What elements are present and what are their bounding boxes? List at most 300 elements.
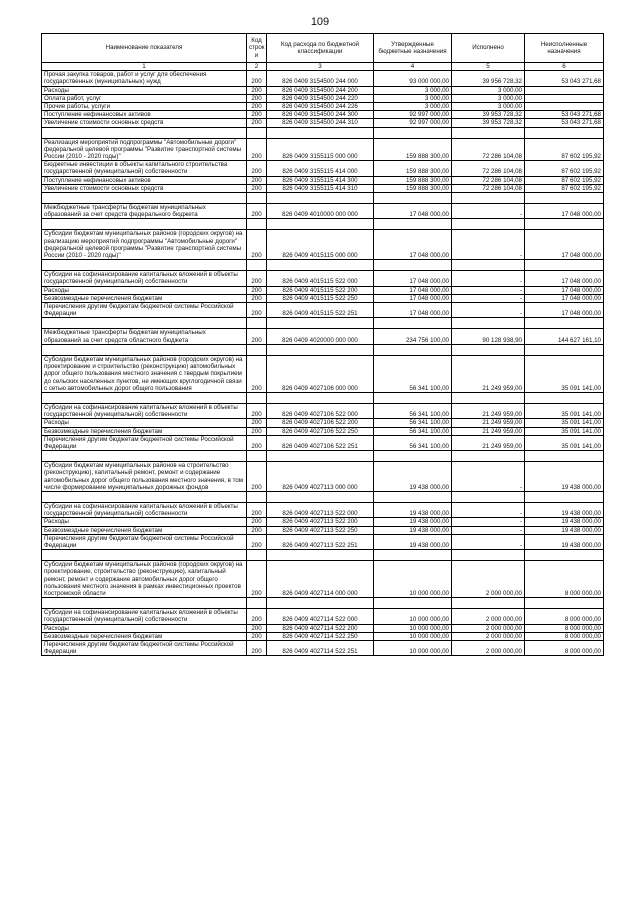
spacer-cell	[525, 344, 604, 355]
row-approved: 93 000 000,00	[374, 71, 452, 86]
col-number: 3	[267, 63, 374, 71]
spacer-cell	[374, 598, 452, 609]
row-name: Расходы	[42, 419, 247, 427]
table-row	[42, 435, 604, 450]
row-name: Увеличение стоимости основных средств	[42, 119, 247, 127]
spacer-cell	[525, 127, 604, 138]
spacer-row	[42, 491, 604, 502]
row-approved: 17 048 000,00	[374, 294, 452, 302]
header-row	[42, 34, 604, 63]
spacer-cell	[267, 392, 374, 403]
row-name: Расходы	[42, 518, 247, 526]
spacer-cell	[267, 260, 374, 271]
spacer-cell	[247, 491, 267, 502]
col-number: 2	[247, 63, 267, 71]
spacer-cell	[247, 344, 267, 355]
table-row	[42, 103, 604, 111]
row-executed: 2 000 000,00	[452, 609, 525, 624]
row-unexecuted: 8 000 000,00	[525, 624, 604, 632]
spacer-cell	[452, 392, 525, 403]
row-line-code: 200	[247, 435, 267, 450]
row-expense-code: 826 0409 4027114 522 251	[267, 640, 374, 655]
spacer-row	[42, 127, 604, 138]
row-expense-code: 826 0409 4027114 522 200	[267, 624, 374, 632]
row-name: Межбюджетные трансферты бюджетам муниципальных образований за счет средств областного бюджета	[42, 329, 247, 344]
row-executed: 39 953 728,32	[452, 111, 525, 119]
row-line-code: 200	[247, 355, 267, 392]
col-number: 4	[374, 63, 452, 71]
spacer-cell	[525, 193, 604, 204]
spacer-cell	[247, 219, 267, 230]
row-executed: 90 128 938,90	[452, 329, 525, 344]
spacer-cell	[374, 392, 452, 403]
row-line-code: 200	[247, 609, 267, 624]
spacer-cell	[247, 260, 267, 271]
row-approved: 3 000,00	[374, 86, 452, 94]
row-line-code: 200	[247, 86, 267, 94]
spacer-cell	[247, 451, 267, 462]
table-row	[42, 329, 604, 344]
spacer-cell	[374, 318, 452, 329]
row-approved: 17 048 000,00	[374, 204, 452, 219]
row-line-code: 200	[247, 184, 267, 192]
spacer-cell	[42, 598, 247, 609]
row-approved: 159 888 300,00	[374, 176, 452, 184]
row-executed: 39 953 728,32	[452, 119, 525, 127]
row-expense-code: 826 0409 3154500 244 310	[267, 119, 374, 127]
row-expense-code: 826 0409 4027106 522 200	[267, 419, 374, 427]
spacer-cell	[42, 344, 247, 355]
row-expense-code: 826 0409 3154500 244 226	[267, 103, 374, 111]
spacer-cell	[247, 598, 267, 609]
row-executed: -	[452, 518, 525, 526]
row-line-code: 200	[247, 303, 267, 318]
row-line-code: 200	[247, 176, 267, 184]
row-expense-code: 826 0409 4027113 522 200	[267, 518, 374, 526]
spacer-cell	[247, 193, 267, 204]
spacer-cell	[267, 491, 374, 502]
row-approved: 56 341 100,00	[374, 419, 452, 427]
row-expense-code: 826 0409 4027106 522 250	[267, 427, 374, 435]
row-executed: 3 000,00	[452, 103, 525, 111]
table-row	[42, 518, 604, 526]
row-approved: 10 000 000,00	[374, 632, 452, 640]
row-executed: 2 000 000,00	[452, 624, 525, 632]
table-row	[42, 462, 604, 492]
spacer-cell	[42, 491, 247, 502]
row-unexecuted: 17 048 000,00	[525, 271, 604, 286]
row-executed: 72 286 104,08	[452, 161, 525, 176]
row-expense-code: 826 0409 4027114 000 000	[267, 561, 374, 598]
row-line-code: 200	[247, 294, 267, 302]
table-row	[42, 86, 604, 94]
spacer-cell	[452, 451, 525, 462]
row-approved: 19 438 000,00	[374, 534, 452, 549]
spacer-cell	[247, 550, 267, 561]
row-expense-code: 826 0409 4015115 522 251	[267, 303, 374, 318]
spacer-cell	[374, 451, 452, 462]
row-line-code: 200	[247, 103, 267, 111]
row-executed: 72 286 104,08	[452, 184, 525, 192]
header-unexecuted: Неисполненные назначения	[525, 34, 604, 63]
row-unexecuted	[525, 94, 604, 102]
row-unexecuted: 53 043 271,68	[525, 111, 604, 119]
row-expense-code: 826 0409 4015115 522 200	[267, 286, 374, 294]
spacer-cell	[42, 260, 247, 271]
spacer-cell	[267, 219, 374, 230]
row-name: Перечисления другим бюджетам бюджетной системы Российской Федерации	[42, 435, 247, 450]
table-row	[42, 184, 604, 192]
row-expense-code: 826 0409 4027106 522 251	[267, 435, 374, 450]
spacer-cell	[374, 491, 452, 502]
row-approved: 3 000,00	[374, 94, 452, 102]
row-approved: 10 000 000,00	[374, 561, 452, 598]
row-approved: 17 048 000,00	[374, 286, 452, 294]
table-row	[42, 294, 604, 302]
row-approved: 159 888 300,00	[374, 184, 452, 192]
row-executed: 21 249 959,00	[452, 435, 525, 450]
row-unexecuted: 17 048 000,00	[525, 294, 604, 302]
table-row	[42, 204, 604, 219]
row-name: Перечисления другим бюджетам бюджетной системы Российской Федерации	[42, 640, 247, 655]
row-executed: 21 249 959,00	[452, 419, 525, 427]
table-row	[42, 111, 604, 119]
row-approved: 19 438 000,00	[374, 462, 452, 492]
row-name: Безвозмездные перечисления бюджетам	[42, 294, 247, 302]
row-line-code: 200	[247, 624, 267, 632]
spacer-cell	[267, 550, 374, 561]
spacer-cell	[42, 127, 247, 138]
table-row	[42, 286, 604, 294]
row-name: Межбюджетные трансферты бюджетам муниципальных образований за счет средств федерального бюджета	[42, 204, 247, 219]
spacer-cell	[42, 451, 247, 462]
row-approved: 3 000,00	[374, 103, 452, 111]
row-name: Безвозмездные перечисления бюджетам	[42, 427, 247, 435]
table-row	[42, 161, 604, 176]
row-line-code: 200	[247, 561, 267, 598]
spacer-cell	[374, 550, 452, 561]
row-expense-code: 826 0409 4015115 000 000	[267, 230, 374, 260]
row-name: Поступление нефинансовых активов	[42, 111, 247, 119]
row-expense-code: 826 0409 4027113 000 000	[267, 462, 374, 492]
row-executed: -	[452, 502, 525, 517]
row-name: Субсидии на софинансирование капитальных вложений в объекты государственной (муниципальной) собственности	[42, 271, 247, 286]
spacer-cell	[452, 491, 525, 502]
row-unexecuted: 144 627 161,10	[525, 329, 604, 344]
spacer-row	[42, 550, 604, 561]
row-name: Бюджетные инвестиции в объекты капитального строительства государственной (муниципальной) собственности	[42, 161, 247, 176]
row-expense-code: 826 0409 3154500 244 000	[267, 71, 374, 86]
table-row	[42, 632, 604, 640]
row-executed: -	[452, 204, 525, 219]
table-row	[42, 640, 604, 655]
col-number: 1	[42, 63, 247, 71]
row-approved: 92 997 000,00	[374, 119, 452, 127]
row-name: Перечисления другим бюджетам бюджетной системы Российской Федерации	[42, 534, 247, 549]
spacer-row	[42, 344, 604, 355]
header-expense-code: Код расхода по бюджетной классификации	[267, 34, 374, 63]
row-line-code: 200	[247, 204, 267, 219]
spacer-cell	[42, 392, 247, 403]
row-unexecuted: 87 602 195,92	[525, 161, 604, 176]
row-approved: 10 000 000,00	[374, 609, 452, 624]
row-line-code: 200	[247, 71, 267, 86]
row-line-code: 200	[247, 111, 267, 119]
row-unexecuted	[525, 86, 604, 94]
row-unexecuted: 8 000 000,00	[525, 640, 604, 655]
table-row	[42, 71, 604, 86]
row-approved: 92 997 000,00	[374, 111, 452, 119]
row-line-code: 200	[247, 403, 267, 418]
row-unexecuted: 19 438 000,00	[525, 502, 604, 517]
row-name: Субсидии бюджетам муниципальных районов (городских округов) на реализацию мероприятий подпрограммы "Автомобильные дороги" федеральной целевой программы "Развитие транспортной системы России (2010 - 2020 годы)"	[42, 230, 247, 260]
row-expense-code: 826 0409 4027113 522 250	[267, 526, 374, 534]
row-line-code: 200	[247, 138, 267, 161]
spacer-cell	[452, 344, 525, 355]
spacer-row	[42, 392, 604, 403]
row-executed: 2 000 000,00	[452, 561, 525, 598]
spacer-cell	[267, 451, 374, 462]
row-line-code: 200	[247, 632, 267, 640]
row-unexecuted: 35 091 141,00	[525, 435, 604, 450]
spacer-cell	[42, 193, 247, 204]
row-name: Прочая закупка товаров, работ и услуг для обеспечения государственных (муниципальных) нужд	[42, 71, 247, 86]
row-approved: 17 048 000,00	[374, 230, 452, 260]
row-expense-code: 826 0409 3154500 244 200	[267, 86, 374, 94]
row-line-code: 200	[247, 94, 267, 102]
table-row	[42, 230, 604, 260]
spacer-row	[42, 318, 604, 329]
row-unexecuted: 35 091 141,00	[525, 419, 604, 427]
row-approved: 56 341 100,00	[374, 355, 452, 392]
row-line-code: 200	[247, 161, 267, 176]
spacer-cell	[525, 219, 604, 230]
header-approved: Утвержденные бюджетные назначения	[374, 34, 452, 63]
row-approved: 10 000 000,00	[374, 640, 452, 655]
spacer-cell	[374, 193, 452, 204]
spacer-cell	[42, 219, 247, 230]
spacer-cell	[247, 392, 267, 403]
row-executed: -	[452, 534, 525, 549]
spacer-cell	[267, 318, 374, 329]
row-approved: 19 438 000,00	[374, 518, 452, 526]
row-line-code: 200	[247, 119, 267, 127]
row-expense-code: 826 0409 3155115 414 000	[267, 161, 374, 176]
header-executed: Исполнено	[452, 34, 525, 63]
row-name: Субсидии бюджетам муниципальных районов на строительство (реконструкцию), капитальный ремонт, ремонт и содержание автомобильных дорог общего пользования местного значения, в том числе формирование муниципальных дорожных фондов	[42, 462, 247, 492]
header-name: Наименование показателя	[42, 34, 247, 63]
row-expense-code: 826 0409 4027114 522 250	[267, 632, 374, 640]
row-approved: 234 756 100,00	[374, 329, 452, 344]
row-expense-code: 826 0409 4015115 522 000	[267, 271, 374, 286]
row-unexecuted: 53 043 271,68	[525, 71, 604, 86]
spacer-cell	[374, 344, 452, 355]
spacer-cell	[42, 550, 247, 561]
column-number-row	[42, 63, 604, 71]
row-executed: 2 000 000,00	[452, 632, 525, 640]
row-unexecuted: 19 438 000,00	[525, 526, 604, 534]
row-name: Безвозмездные перечисления бюджетам	[42, 632, 247, 640]
row-executed: 3 000,00	[452, 94, 525, 102]
row-unexecuted: 35 091 141,00	[525, 403, 604, 418]
spacer-cell	[247, 318, 267, 329]
row-line-code: 200	[247, 502, 267, 517]
row-line-code: 200	[247, 640, 267, 655]
row-name: Субсидии бюджетам муниципальных районов (городских округов) на проектирование, строительство (реконструкцию), капитальный ремонт, ремонт и содержание автомобильных дорог общего пользования местного значения в рамках инвестиционных проектов Костромской области	[42, 561, 247, 598]
row-name: Оплата работ, услуг	[42, 94, 247, 102]
row-line-code: 200	[247, 419, 267, 427]
spacer-cell	[374, 260, 452, 271]
spacer-cell	[452, 598, 525, 609]
row-unexecuted: 87 602 195,92	[525, 184, 604, 192]
row-expense-code: 826 0409 3155115 000 000	[267, 138, 374, 161]
row-unexecuted: 19 438 000,00	[525, 518, 604, 526]
spacer-cell	[525, 260, 604, 271]
table-row	[42, 303, 604, 318]
col-number: 6	[525, 63, 604, 71]
spacer-cell	[267, 598, 374, 609]
row-approved: 17 048 000,00	[374, 271, 452, 286]
row-executed: 21 249 959,00	[452, 403, 525, 418]
spacer-cell	[452, 193, 525, 204]
row-executed: -	[452, 462, 525, 492]
spacer-cell	[42, 318, 247, 329]
row-unexecuted: 8 000 000,00	[525, 609, 604, 624]
row-expense-code: 826 0409 3155115 414 300	[267, 176, 374, 184]
row-unexecuted: 35 091 141,00	[525, 355, 604, 392]
row-line-code: 200	[247, 271, 267, 286]
table-row	[42, 502, 604, 517]
row-name: Субсидии на софинансирование капитальных вложений в объекты государственной (муниципальной) собственности	[42, 403, 247, 418]
spacer-row	[42, 598, 604, 609]
row-expense-code: 826 0409 4027106 522 000	[267, 403, 374, 418]
row-unexecuted: 8 000 000,00	[525, 632, 604, 640]
spacer-cell	[452, 318, 525, 329]
row-unexecuted: 17 048 000,00	[525, 204, 604, 219]
row-unexecuted: 19 438 000,00	[525, 534, 604, 549]
row-unexecuted: 87 602 195,92	[525, 138, 604, 161]
row-line-code: 200	[247, 427, 267, 435]
row-expense-code: 826 0409 4027106 000 000	[267, 355, 374, 392]
row-name: Расходы	[42, 624, 247, 632]
row-line-code: 200	[247, 329, 267, 344]
row-expense-code: 826 0409 4027113 522 251	[267, 534, 374, 549]
row-approved: 19 438 000,00	[374, 502, 452, 517]
row-line-code: 200	[247, 534, 267, 549]
row-unexecuted: 17 048 000,00	[525, 230, 604, 260]
row-approved: 56 341 100,00	[374, 403, 452, 418]
spacer-row	[42, 451, 604, 462]
row-unexecuted	[525, 103, 604, 111]
budget-table	[41, 33, 604, 656]
row-executed: 21 249 959,00	[452, 355, 525, 392]
spacer-row	[42, 260, 604, 271]
row-unexecuted: 8 000 000,00	[525, 561, 604, 598]
row-name: Безвозмездные перечисления бюджетам	[42, 526, 247, 534]
spacer-row	[42, 193, 604, 204]
row-name: Субсидии бюджетам муниципальных районов (городских округов) на проектирование и строительство (реконструкцию) автомобильных дорог общего пользования местного значения с твердым покрытием до сельских населенных пунктов, не имеющих круглогодичной связи с сетью автомобильных дорог общего пользования	[42, 355, 247, 392]
spacer-cell	[525, 598, 604, 609]
spacer-cell	[525, 318, 604, 329]
spacer-cell	[525, 550, 604, 561]
table-row	[42, 271, 604, 286]
row-name: Субсидии на софинансирование капитальных вложений в объекты государственной (муниципальной) собственности	[42, 609, 247, 624]
row-executed: -	[452, 526, 525, 534]
row-expense-code: 826 0409 4015115 522 250	[267, 294, 374, 302]
row-name: Реализация мероприятий подпрограммы "Автомобильные дороги" федеральной целевой программы "Развитие транспортной системы России (2010 - 2020 годы)"	[42, 138, 247, 161]
spacer-cell	[267, 193, 374, 204]
table-row	[42, 176, 604, 184]
spacer-cell	[525, 392, 604, 403]
row-expense-code: 826 0409 4020000 000 000	[267, 329, 374, 344]
table-row	[42, 609, 604, 624]
row-line-code: 200	[247, 462, 267, 492]
row-name: Перечисления другим бюджетам бюджетной системы Российской Федерации	[42, 303, 247, 318]
table-row	[42, 138, 604, 161]
spacer-cell	[452, 260, 525, 271]
row-name: Субсидии на софинансирование капитальных вложений в объекты государственной (муниципальной) собственности	[42, 502, 247, 517]
row-executed: -	[452, 303, 525, 318]
row-name: Расходы	[42, 286, 247, 294]
spacer-cell	[452, 127, 525, 138]
row-executed: 21 249 959,00	[452, 427, 525, 435]
row-expense-code: 826 0409 3155115 414 310	[267, 184, 374, 192]
spacer-cell	[374, 219, 452, 230]
row-executed: 2 000 000,00	[452, 640, 525, 655]
row-executed: 39 956 728,32	[452, 71, 525, 86]
spacer-cell	[374, 127, 452, 138]
row-approved: 17 048 000,00	[374, 303, 452, 318]
row-approved: 10 000 000,00	[374, 624, 452, 632]
spacer-cell	[452, 219, 525, 230]
col-number: 5	[452, 63, 525, 71]
row-name: Увеличение стоимости основных средств	[42, 184, 247, 192]
row-executed: -	[452, 294, 525, 302]
table-row	[42, 419, 604, 427]
spacer-row	[42, 219, 604, 230]
row-expense-code: 826 0409 4010000 000 000	[267, 204, 374, 219]
row-name: Поступление нефинансовых активов	[42, 176, 247, 184]
row-unexecuted: 17 048 000,00	[525, 286, 604, 294]
row-executed: -	[452, 271, 525, 286]
spacer-cell	[267, 344, 374, 355]
table-row	[42, 119, 604, 127]
spacer-cell	[452, 550, 525, 561]
row-expense-code: 826 0409 3154500 244 220	[267, 94, 374, 102]
row-executed: -	[452, 286, 525, 294]
row-expense-code: 826 0409 4027114 522 000	[267, 609, 374, 624]
row-name: Прочие работы, услуги	[42, 103, 247, 111]
spacer-cell	[525, 491, 604, 502]
table-row	[42, 94, 604, 102]
spacer-cell	[267, 127, 374, 138]
row-line-code: 200	[247, 230, 267, 260]
row-line-code: 200	[247, 518, 267, 526]
row-executed: 72 286 104,08	[452, 176, 525, 184]
row-approved: 159 888 300,00	[374, 161, 452, 176]
row-line-code: 200	[247, 526, 267, 534]
row-approved: 56 341 100,00	[374, 435, 452, 450]
table-row	[42, 403, 604, 418]
table-body	[42, 71, 604, 656]
header-line-code: Код строк и	[247, 34, 267, 63]
row-expense-code: 826 0409 3154500 244 300	[267, 111, 374, 119]
table-row	[42, 624, 604, 632]
row-approved: 159 888 300,00	[374, 138, 452, 161]
row-expense-code: 826 0409 4027113 522 000	[267, 502, 374, 517]
row-unexecuted: 87 602 195,92	[525, 176, 604, 184]
row-line-code: 200	[247, 286, 267, 294]
